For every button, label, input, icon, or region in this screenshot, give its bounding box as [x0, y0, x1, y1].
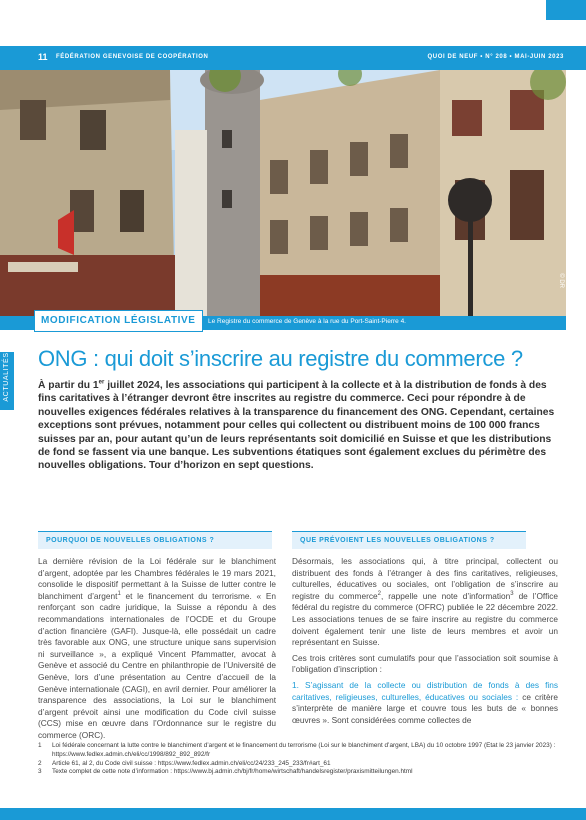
section-tag: MODIFICATION LÉGISLATIVE [34, 310, 203, 332]
footnote-number: 1 [38, 742, 42, 749]
right-p1-b: , rappelle une note d’information [380, 590, 511, 601]
footnote-text: Texte complet de cette note d’information : https://www.bj.admin.ch/bj/fr/home/wirtschaft/handelsregister/praxismitteilungen.html [52, 768, 413, 776]
right-p1-c: de l’Office fédéral du registre du commerce (OFRC) publiée le 22 décembre 2022. Les associations tenues de se faire inscrire au registre du commerce doivent également tenir une liste de leurs membres et avoir un représentant en Suisse. [292, 590, 558, 648]
right-column-heading: QUE PRÉVOIENT LES NOUVELLES OBLIGATIONS ? [292, 531, 526, 549]
left-p1-a: La dernière révision de la Loi fédérale sur le blanchiment d’argent, adoptée par les Chambres fédérales le 19 mars 2021, consolide le dispositif permettant à la Suisse de lutter contre le blanchiment d’argent [38, 556, 276, 601]
intro-text-start: À partir du 1 [38, 380, 99, 391]
right-paragraph-2: Ces trois critères sont cumulatifs pour que l’association soit soumise à l’obligation d’inscription : [292, 652, 558, 675]
bottom-bar [0, 808, 586, 820]
left-p1-b: et le financement du terrorisme. « En renforçant son cadre juridique, la Suisse a répondu à des recommandations internationales de l’OCDE et du Groupe d’action financière (GAFI). Jusque-là, elle possédait un cadre très favorable aux ONG, une structure unique sans supervision ni surveillance », a expliqué Vincent Pfammatter, avocat à Genève et associé du Centre en philanthropie de l’Université de Genève, lors d’une présentation au Centre d’accueil de la Genève internationale (CAGI), en avril dernier. Pour améliorer la transparence des associations, la Loi sur le blanchiment d’argent prévoit ainsi une modification du Code civil suisse (CCS) mise en œuvre dans l’Ordonnance sur le registre du commerce (ORC). [38, 590, 276, 740]
right-column-text [292, 556, 558, 730]
top-margin [0, 0, 586, 20]
photo-caption: Le Registre du commerce de Genève à la rue du Port-Saint-Pierre 4. [208, 318, 406, 325]
article-title: ONG : qui doit s’inscrire au registre du commerce ? [38, 346, 523, 371]
footnote-item [38, 742, 558, 760]
footnote-item [38, 760, 558, 769]
footnote-text: Loi fédérale concernant la lutte contre le blanchiment d’argent et le financement du terrorisme (Loi sur le blanchiment d’argent, LBA) du 10 octobre 1997 (Etat le 23 janvier 2023) : https://www.fedlex.admin.ch/eli/cc/1998/892_892_892/fr [52, 742, 556, 758]
street-photo [0, 70, 566, 316]
corner-accent [546, 0, 586, 20]
page-number: 11 [38, 52, 48, 62]
left-column-heading: POURQUOI DE NOUVELLES OBLIGATIONS ? [38, 531, 272, 549]
footnote-ref-2: 2 [377, 591, 381, 598]
footnote-number: 3 [38, 768, 42, 776]
left-column-text [38, 556, 276, 746]
footnote-text: Article 61, al 2, du Code civil suisse : https://www.fedlex.admin.ch/eli/cc/24/233_245_233/fr#art_61 [52, 759, 331, 767]
footnote-number: 2 [38, 759, 42, 767]
right-paragraph-1 [292, 556, 558, 649]
left-paragraph [38, 556, 276, 742]
right-p3-rest: ce critère s’interprète de manière large et couvre tous les buts de « bonnes œuvres ». Sont considérées comme collectes de [292, 691, 558, 725]
footnote-ref-3: 3 [510, 591, 514, 598]
footnote-item [38, 768, 558, 777]
right-paragraph-3 [292, 680, 558, 726]
footnotes [38, 742, 558, 777]
criterion-highlight: 1. S’agissant de la collecte ou distribution de fonds à des fins caritatives, religieuses, culturelles, éducatives ou sociales : [292, 679, 558, 702]
section-side-label: ACTUALITÉS [3, 352, 10, 402]
footnote-ref-1: 1 [117, 591, 121, 598]
article-intro [38, 379, 558, 473]
issue-info: QUOI DE NEUF • N° 208 • MAI-JUIN 2023 [427, 54, 564, 60]
publisher-name: FÉDÉRATION GENEVOISE DE COOPÉRATION [56, 54, 209, 60]
intro-text-rest: juillet 2024, les associations qui participent à la collecte et à la distribution de fonds à des fins caritatives à l’étranger devront être inscrites au registre du commerce. Ceci pour répondre à de nouvelles exigences fédérales relatives à la transparence du financement des ONG. Cependant, certaines exceptions sont prévues, notamment pour celles qui collectent ou distribuent moins de 100 000 francs suisses par an, pour autant qu’un de leurs représentants soit domicilié en Suisse et que les distributions de fond se fassent via une banque. Les subventions étatiques sont également exclues du périmètre des nouvelles obligations. Tour d’horizon en sept questions. [38, 380, 555, 472]
intro-superscript: er [98, 379, 105, 386]
right-p1-a: Désormais, les associations qui, à titre principal, collectent ou distribuent des fonds à l’étranger à des fins caritatives, religieuses, culturelles, éducatives ou sociales, ont l’obligation de s’inscrire au registre du commerce [292, 556, 558, 601]
page-header [0, 46, 586, 70]
photo-credit: © DR [558, 273, 564, 288]
